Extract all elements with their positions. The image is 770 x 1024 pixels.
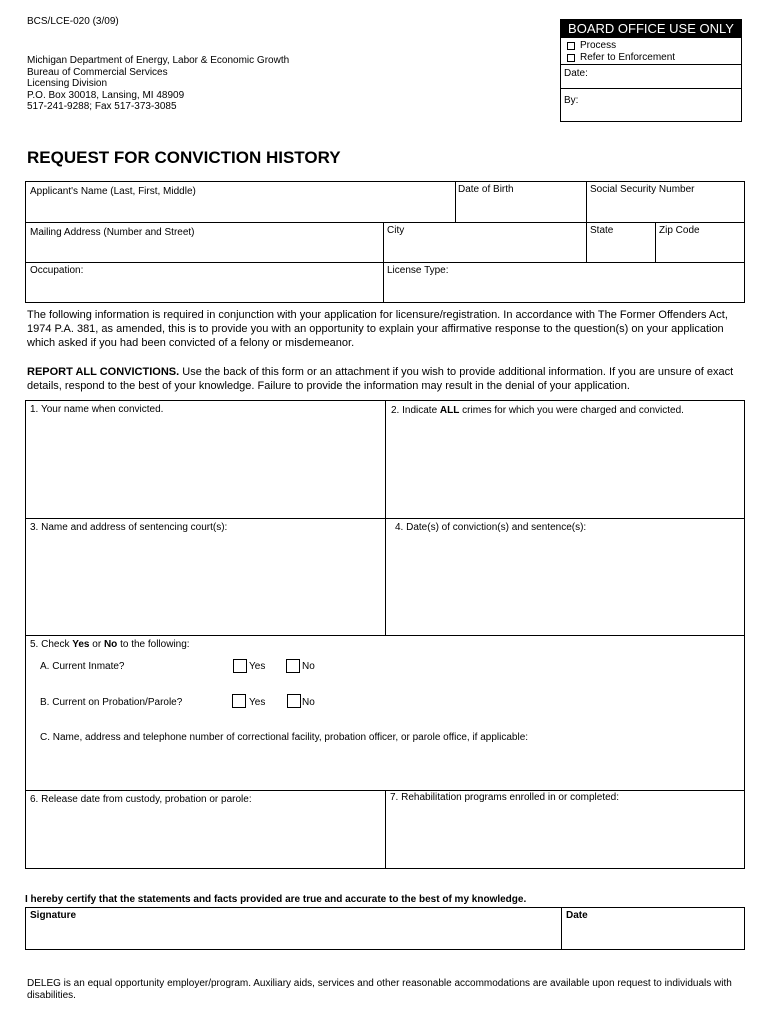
question-7-label: 7. Rehabilitation programs enrolled in or completed: — [390, 792, 620, 803]
process-checkbox[interactable] — [567, 42, 575, 50]
question-7-answer[interactable] — [391, 807, 741, 865]
certification-statement: I hereby certify that the statements and facts provided are true and accurate to the best of my knowledge. — [25, 894, 527, 905]
ssn-field[interactable] — [590, 200, 740, 220]
question-5c-label: C. Name, address and telephone number of correctional facility, probation officer, or parole office, if applicable: — [40, 732, 529, 743]
applicant-info-table — [25, 181, 745, 303]
question-5b-label: B. Current on Probation/Parole? — [40, 697, 183, 708]
inmate-no-label: No — [302, 661, 315, 672]
state-field[interactable] — [590, 240, 652, 260]
form-code: BCS/LCE-020 (3/09) — [27, 16, 119, 27]
divider — [383, 222, 384, 302]
occupation-label: Occupation: — [30, 265, 84, 276]
agency-bureau: Bureau of Commercial Services — [27, 66, 168, 78]
question-3-label: 3. Name and address of sentencing court(s): — [30, 522, 228, 533]
board-office-header: BOARD OFFICE USE ONLY — [561, 20, 741, 38]
agency-division: Licensing Division — [27, 78, 108, 89]
inmate-yes-label: Yes — [249, 661, 266, 672]
probation-no-label: No — [302, 697, 315, 708]
license-type-field[interactable] — [387, 279, 740, 299]
divider — [561, 64, 741, 65]
page-title: REQUEST FOR CONVICTION HISTORY — [27, 148, 341, 167]
report-all-convictions-heading: REPORT ALL CONVICTIONS. — [27, 366, 180, 378]
question-4-label: 4. Date(s) of conviction(s) and sentence(s): — [395, 522, 587, 533]
inmate-no-checkbox[interactable] — [286, 659, 300, 673]
divider — [455, 182, 456, 222]
divider — [26, 635, 744, 636]
report-instructions-text: Use the back of this form or an attachment if you wish to provide additional information. If you are unsure of exact details, respond to the best of your knowledge. Failure to provide the information may result in the denial of your application. — [27, 366, 734, 392]
footer-notice: DELEG is an equal opportunity employer/program. Auxiliary aids, services and other reasonable accommodations are available upon request to individuals with disabilities. — [27, 978, 732, 1001]
applicant-name-field[interactable] — [30, 200, 450, 220]
date-of-birth-field[interactable] — [458, 200, 582, 220]
city-label: City — [387, 225, 405, 236]
office-by-label: By: — [564, 95, 579, 106]
question-6-label: 6. Release date from custody, probation or parole: — [30, 794, 252, 805]
divider — [586, 182, 587, 262]
question-2-answer[interactable] — [391, 419, 741, 515]
probation-yes-label: Yes — [249, 697, 266, 708]
agency-phone: 517-241-9288; Fax 517-373-3085 — [27, 101, 177, 112]
ssn-label: Social Security Number — [590, 184, 695, 195]
question-4-answer[interactable] — [391, 537, 741, 632]
zip-code-field[interactable] — [659, 240, 741, 260]
mailing-address-field[interactable] — [30, 240, 380, 260]
date-of-birth-label: Date of Birth — [458, 184, 514, 195]
occupation-field[interactable] — [30, 279, 380, 299]
mailing-address-label: Mailing Address (Number and Street) — [30, 227, 195, 238]
divider — [561, 88, 741, 89]
probation-no-checkbox[interactable] — [287, 694, 301, 708]
divider — [26, 262, 744, 263]
question-2-label: 2. Indicate ALL crimes for which you were charged and convicted. — [391, 405, 684, 416]
board-office-box — [560, 19, 742, 122]
signature-label: Signature — [30, 910, 77, 921]
inmate-yes-checkbox[interactable] — [233, 659, 247, 673]
signature-table — [25, 907, 745, 950]
state-label: State — [590, 225, 614, 236]
license-type-label: License Type: — [387, 265, 449, 276]
report-instructions — [27, 365, 743, 393]
refer-enforcement-label: Refer to Enforcement — [580, 52, 676, 63]
divider — [26, 222, 744, 223]
question-6-answer[interactable] — [30, 809, 380, 865]
city-field[interactable] — [387, 240, 583, 260]
divider — [561, 908, 562, 949]
signature-date-label: Date — [566, 910, 588, 921]
question-5c-answer[interactable] — [40, 747, 740, 787]
agency-name: Michigan Department of Energy, Labor & Economic Growth — [27, 55, 290, 66]
probation-yes-checkbox[interactable] — [232, 694, 246, 708]
office-date-label: Date: — [564, 68, 588, 79]
refer-enforcement-checkbox[interactable] — [567, 54, 575, 62]
question-1-answer[interactable] — [30, 419, 380, 515]
conviction-questions-table — [25, 400, 745, 869]
process-label: Process — [580, 40, 617, 51]
signature-field[interactable] — [30, 924, 556, 946]
zip-code-label: Zip Code — [659, 225, 700, 236]
question-3-answer[interactable] — [30, 537, 380, 632]
agency-address: P.O. Box 30018, Lansing, MI 48909 — [27, 89, 185, 101]
question-1-label: 1. Your name when convicted. — [30, 404, 164, 415]
applicant-name-label: Applicant's Name (Last, First, Middle) — [30, 186, 196, 197]
signature-date-field[interactable] — [566, 924, 740, 946]
question-5a-label: A. Current Inmate? — [40, 661, 125, 672]
intro-paragraph: The following information is required in conjunction with your application for licensure/registration. In accordance with The Former Offenders Act, 1974 P.A. 381, as amended, this is to provide you with an opportunity to explain your affirmative response to the question(s) on your application which asked if you had been convicted of a felony or misdemeanor. — [27, 309, 728, 349]
question-5-label: 5. Check Yes or No to the following: — [30, 639, 190, 650]
divider — [655, 222, 656, 262]
divider — [385, 790, 386, 868]
agency-block — [27, 55, 289, 113]
divider — [385, 401, 386, 635]
